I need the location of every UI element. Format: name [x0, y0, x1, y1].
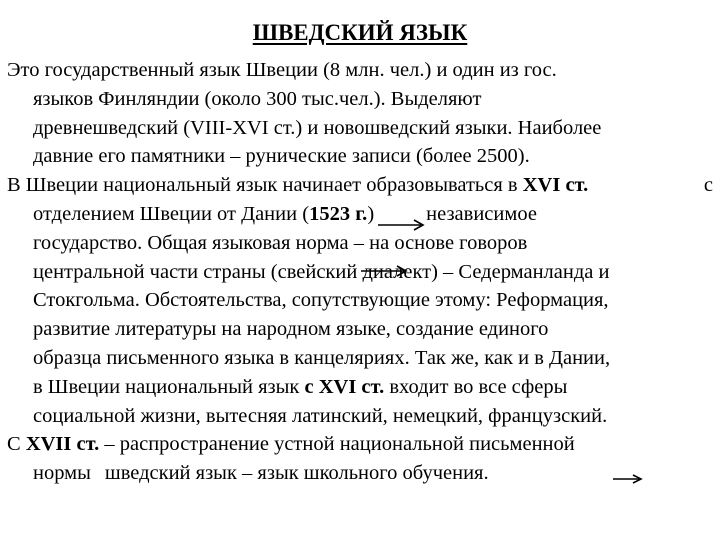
paragraph-2-line-6: развитие литературы на народном языке, создание единого	[33, 318, 549, 341]
paragraph-2-line-9: социальной жизни, вытесняя латинский, немецкий, французский.	[33, 404, 608, 427]
paragraph-3-line-1	[7, 430, 713, 459]
paragraph-1-line-2: языков Финляндии (около 300 тыс.чел.). Выделяют	[33, 87, 482, 110]
p3-l1-text: С	[7, 433, 26, 456]
p2-l2-paren: )	[367, 202, 375, 225]
p2-l1-suffix: с	[703, 174, 713, 197]
p2-l8-text: в Швеции национальный язык	[33, 375, 305, 398]
p2-l1-text: В Швеции национальный язык начинает образовываться в	[7, 174, 523, 197]
p3-l2-text: нормы	[33, 462, 91, 485]
arrow-right-icon	[377, 218, 427, 232]
arrow-right-icon	[360, 264, 410, 278]
paragraph-2-line-7: образца письменного языка в канцеляриях. Так же, как и в Дании,	[33, 346, 611, 369]
p2-l1-prefix	[7, 171, 588, 200]
paragraph-1-line-4: давние его памятники – рунические записи (более 2500).	[33, 145, 530, 168]
paragraph-2-line-1	[7, 171, 713, 200]
paragraph-2-line-5: Стокгольма. Обстоятельства, сопутствующие этому: Реформация,	[33, 289, 609, 312]
paragraph-1-line-1: Это государственный язык Швеции (8 млн. чел.) и один из гос.	[7, 59, 557, 81]
p2-l2-end: независимое	[426, 202, 537, 225]
p3-l2-end: шведский язык – язык школьного обучения.	[104, 462, 489, 485]
p2-l8-end: входит во все сферы	[384, 375, 568, 398]
paragraph-2-line-2	[7, 200, 713, 229]
p2-l2-bold-year: 1523 г.	[309, 202, 368, 225]
p2-l1-bold-century: XVI ст.	[522, 174, 589, 197]
p3-l1-end: – распространение устной национальной письменной	[99, 433, 575, 456]
paragraph-2-line-3: государство. Общая языковая норма – на основе говоров	[33, 231, 528, 254]
arrow-right-icon	[612, 473, 644, 485]
page-title: ШВЕДСКИЙ ЯЗЫК	[252, 20, 468, 45]
p2-l2-text: отделением Швеции от Дании (	[33, 202, 310, 225]
paragraph-2-line-8	[7, 373, 713, 402]
paragraph-2-line-4: центральной части страны (свейский диалект) – Седерманланда и	[33, 260, 610, 283]
paragraph-1-line-3: древнешведский (VIII-XVI ст.) и новошведский языки. Наиболее	[33, 116, 602, 139]
paragraph-3-line-2	[7, 459, 713, 488]
p2-l8-bold-century: с XVI ст.	[304, 375, 385, 398]
p3-l1-bold-century: XVII ст.	[25, 433, 100, 456]
